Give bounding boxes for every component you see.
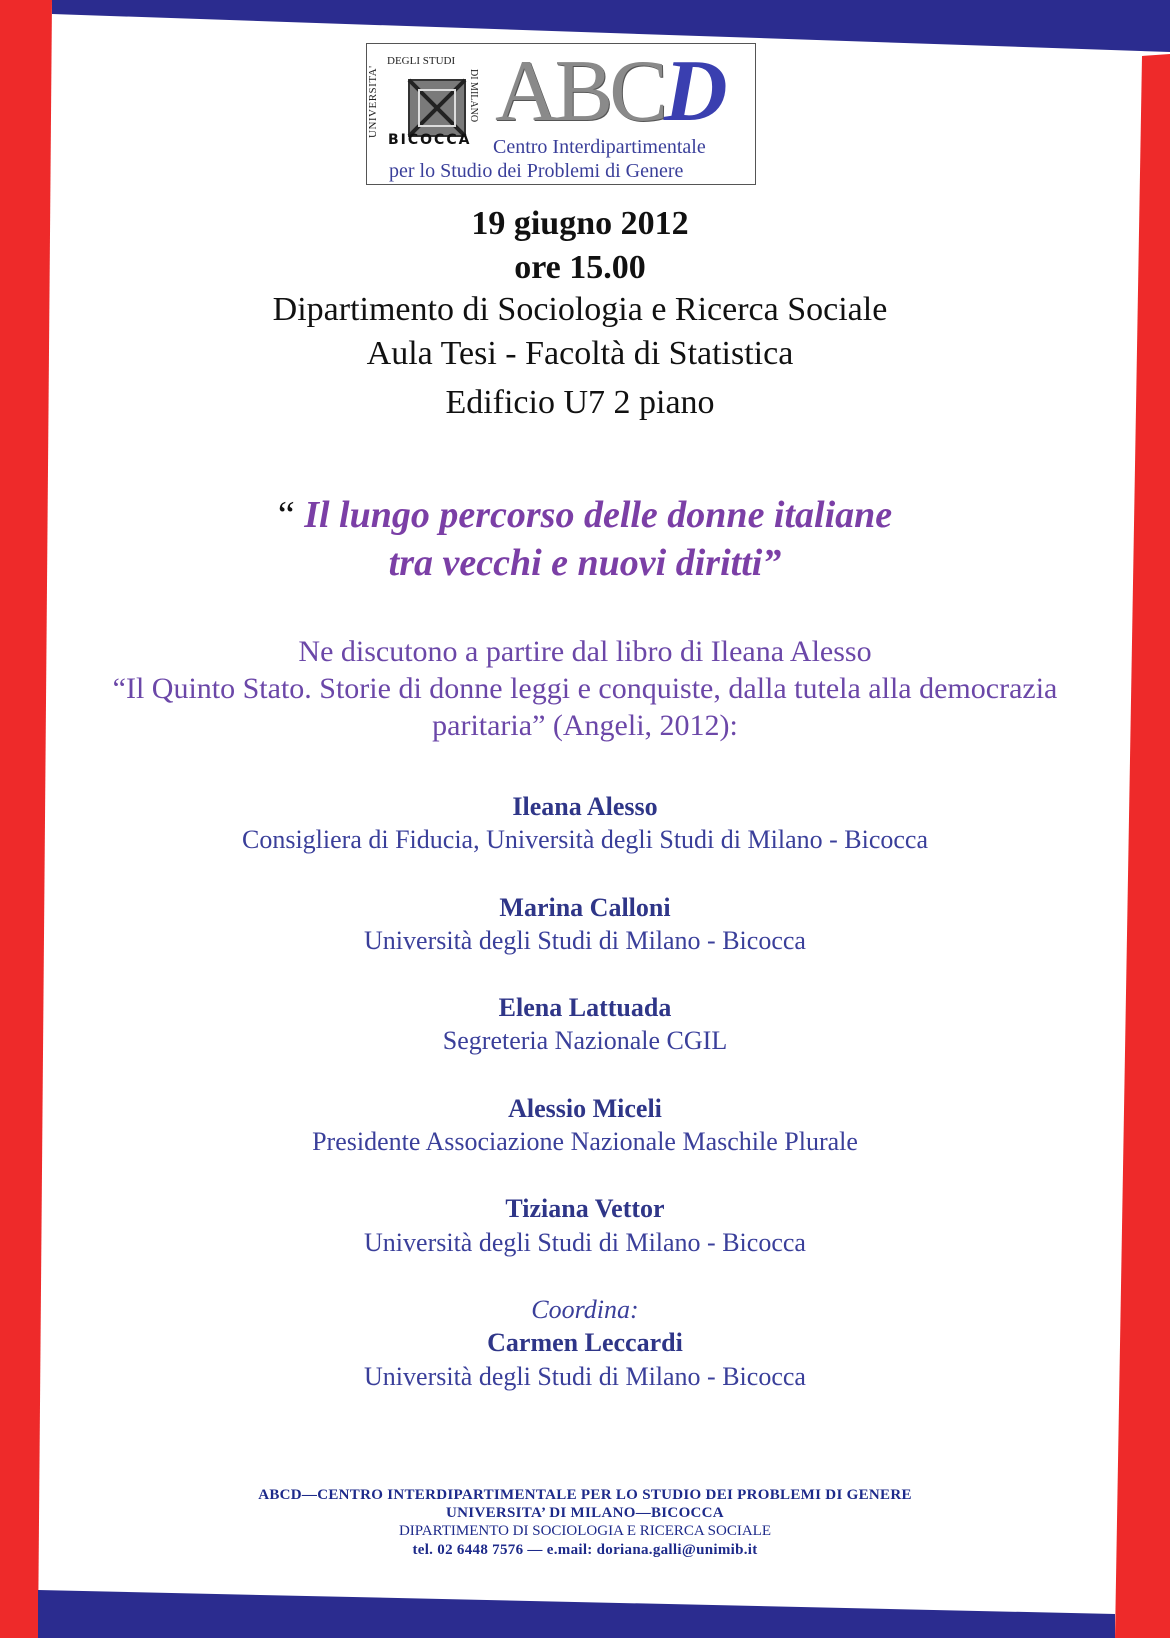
- seal-degli-studi-text: DEGLI STUDI: [387, 55, 456, 67]
- seal-university-text: UNIVERSITA': [367, 65, 379, 139]
- coordinator-affiliation: Università degli Studi di Milano - Bicocca: [364, 1362, 806, 1391]
- event-department: Dipartimento di Sociologia e Ricerca Sociale: [272, 291, 888, 328]
- footer-department: DIPARTIMENTO DI SOCIOLOGIA E RICERCA SOCIALE: [398, 1523, 772, 1539]
- footer-org: ABCD—CENTRO INTERDIPARTIMENTALE PER LO STUDIO DEI PROBLEMI DI GENERE: [258, 1487, 912, 1503]
- speaker-affiliation: Consigliera di Fiducia, Università degli Studi di Milano - Bicocca: [242, 825, 928, 854]
- speaker-affiliation: Presidente Associazione Nazionale Maschile Plurale: [312, 1127, 858, 1156]
- title-line-1-text: Il lungo percorso delle donne italiane: [304, 494, 893, 536]
- coordinator-name: Carmen Leccardi: [487, 1328, 683, 1357]
- event-building: Edificio U7 2 piano: [445, 384, 715, 421]
- speaker-affiliation: Università degli Studi di Milano - Bicocca: [364, 926, 806, 955]
- d-letter: D: [663, 43, 728, 140]
- abc-letters: ABC: [495, 43, 664, 140]
- discussion-line-3: paritaria” (Angeli, 2012):: [432, 709, 738, 742]
- logo-line-1: Centro Interdipartimentale: [493, 136, 706, 158]
- event-date: 19 giugno 2012: [471, 205, 689, 242]
- abcd-logo: [366, 43, 756, 185]
- event-time: ore 15.00: [514, 249, 646, 286]
- discussion-line-2: “Il Quinto Stato. Storie di donne leggi e conquiste, dalla tutela alla democrazia: [112, 672, 1058, 705]
- speaker-name: Alessio Miceli: [508, 1094, 662, 1123]
- abcd-wordmark: [495, 43, 728, 140]
- speaker-name: Tiziana Vettor: [505, 1194, 665, 1223]
- logo-line-2: per lo Studio dei Problemi di Genere: [389, 160, 684, 182]
- title-open-quote: “: [277, 494, 295, 536]
- speaker-affiliation: Università degli Studi di Milano - Bicocca: [364, 1228, 806, 1257]
- event-room: Aula Tesi - Facoltà di Statistica: [366, 335, 794, 372]
- speaker-name: Ileana Alesso: [512, 792, 658, 821]
- discussion-line-1: Ne discutono a partire dal libro di Ileana Alesso: [298, 635, 872, 668]
- seal-di-milano-text: DI MILANO: [468, 69, 479, 123]
- seal-bicocca-text: BICOCCA: [388, 132, 472, 148]
- talk-title-line-2: tra vecchi e nuovi diritti”: [388, 542, 782, 584]
- talk-title-line-1: [0, 493, 1170, 537]
- footer-contact: tel. 02 6448 7576 — e.mail: doriana.galli@unimib.it: [412, 1542, 758, 1558]
- speaker-name: Elena Lattuada: [498, 993, 672, 1022]
- speaker-affiliation: Segreteria Nazionale CGIL: [442, 1026, 728, 1055]
- coordinator-label: Coordina:: [531, 1295, 639, 1324]
- bottom-blue-stripe: [38, 1590, 1115, 1638]
- speaker-name: Marina Calloni: [499, 893, 671, 922]
- footer-university: UNIVERSITA’ DI MILANO—BICOCCA: [446, 1505, 724, 1521]
